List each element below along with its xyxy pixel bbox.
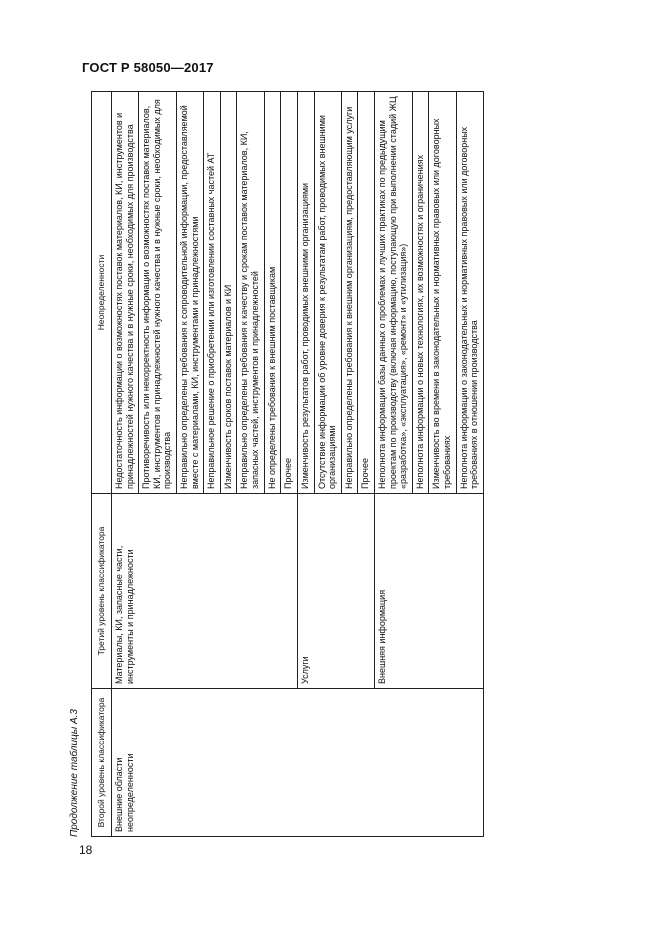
uncertainty-item: Отсутствие информации об уровне доверия к результатам работ, проводимых внешними организациями <box>314 92 341 494</box>
section-title-services: Услуги <box>297 494 374 689</box>
uncertainty-item: Неполнота информации базы данных о проблемах и лучших практиках по предыдущим проектам по производству (включая информацию, поступающую при выполнении стадий ЖЦ «разработка», «эксплуатация», «ремонт» и «утилизация») <box>374 92 412 494</box>
group-cell: Внешние области неопределенности <box>112 689 484 837</box>
col-header-uncertainties: Неопределенности <box>92 92 112 494</box>
table-row <box>112 92 139 837</box>
uncertainty-item: Прочее <box>358 92 375 494</box>
table-header-row <box>92 92 112 837</box>
col-header-second-level: Второй уровень классификатора <box>92 689 112 837</box>
uncertainty-item: Противоречивость или некорректность информации о возможностях поставок материалов, КИ, инструментов и принадлежностей нужного качества и в нужные сроки, необходимых для производства <box>139 92 177 494</box>
standard-id: ГОСТ Р 58050—2017 <box>82 60 214 75</box>
uncertainty-item: Изменчивость сроков поставок материалов и КИ <box>220 92 237 494</box>
uncertainty-item: Неправильно определены требования к сопроводительной информации, предоставляемой вместе с материалами, КИ, инструментами и принадлежностями <box>177 92 204 494</box>
rotated-table-sheet <box>64 92 609 837</box>
uncertainty-item: Изменчивость во времени в законодательных и нормативных правовых или договорных требованиях <box>429 92 456 494</box>
uncertainty-item: Неполнота информации о законодательных и нормативных правовых или договорных требованиях в отношении производства <box>456 92 483 494</box>
col-header-third-level: Третий уровень классификатора <box>92 494 112 689</box>
uncertainty-item: Неправильно определены требования к внешним организациям, предоставляющим услуги <box>341 92 358 494</box>
uncertainty-item: Неправильно определены требования к качеству и срокам поставок материалов, КИ, запасных частей, инструментов и принадлежностей <box>237 92 264 494</box>
uncertainty-item: Неполнота информации о новых технологиях, их возможностях и ограничениях <box>412 92 429 494</box>
classifier-table <box>91 91 484 837</box>
section-title-external-info: Внешняя информация <box>374 494 483 689</box>
page-number: 18 <box>79 843 93 857</box>
uncertainty-item: Прочее <box>281 92 298 494</box>
table-caption: Продолжение таблицы А.3 <box>69 709 80 837</box>
uncertainty-item: Изменчивость результатов работ, проводимых внешними организациями <box>297 92 314 494</box>
uncertainty-item: Неправильное решение о приобретении или изготовлении составных частей АТ <box>204 92 221 494</box>
uncertainty-item: Не определены требования к внешним поставщикам <box>264 92 281 494</box>
uncertainty-item: Недостаточность информации о возможностях поставок материалов, КИ, инструментов и принадлежностей нужного качества и в нужные сроки, необходимых для производства <box>112 92 139 494</box>
section-title-materials: Материалы, КИ, запасные части, инструменты и принадлежности <box>112 494 298 689</box>
